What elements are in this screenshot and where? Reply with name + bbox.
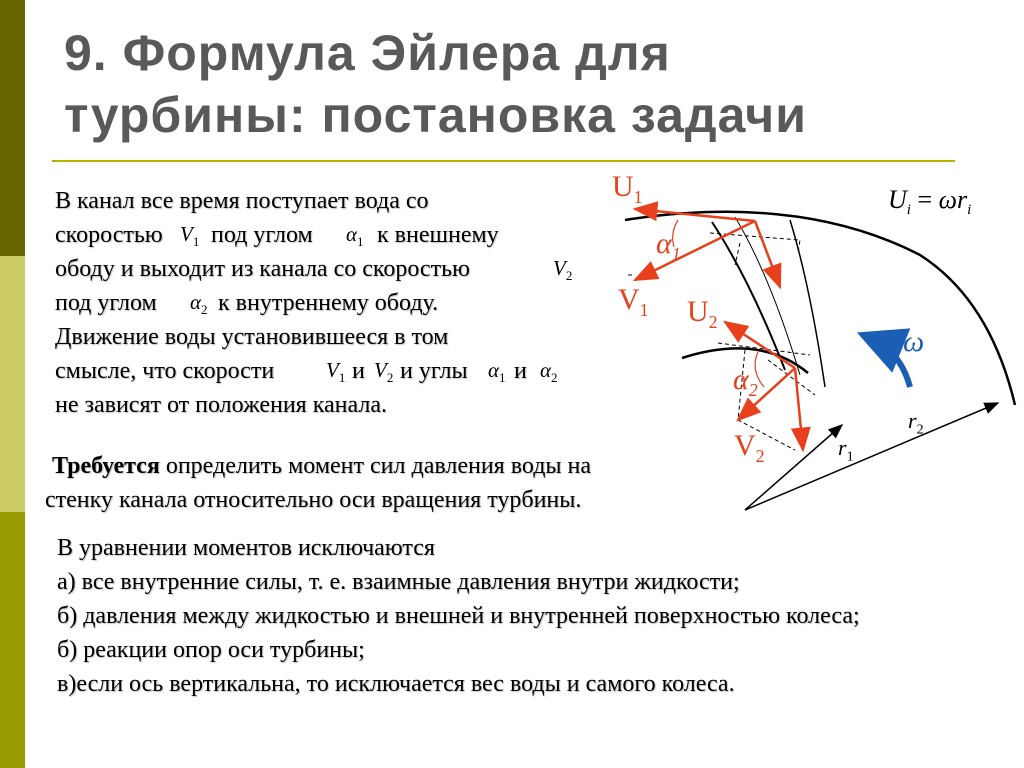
intro-line-4a: под углом — [55, 290, 157, 316]
sidebar-stripe-dark — [0, 0, 25, 256]
sidebar-stripe-light — [0, 256, 25, 512]
title-line-2: турбины: постановка задачи — [64, 87, 807, 143]
vector-v1 — [635, 221, 755, 280]
label-u2: $U_2$ — [687, 295, 718, 332]
exclusion-item: а) все внутренние силы, т. е. взаимные давления внутри жидкости; — [57, 569, 740, 595]
label-r2: $r_2$ — [908, 408, 924, 438]
symbol-alpha2-b: $\alpha_2$ — [540, 358, 558, 386]
intro-line-1: В канал все время поступает вода со — [55, 188, 429, 214]
exclusion-item: б) давления между жидкостью и внешней и внутренней поверхностью колеса; — [57, 603, 860, 629]
symbol-v1: $V_1$ — [180, 222, 200, 250]
symbol-v1-b: $V_1$ — [326, 358, 346, 386]
slide-title — [64, 22, 807, 146]
symbol-alpha1: $\alpha_1$ — [346, 222, 364, 250]
intro-line-2a: скоростью — [55, 222, 163, 248]
symbol-alpha1-b: $\alpha_1$ — [488, 358, 506, 386]
intro-line-2b: под углом — [211, 222, 313, 248]
task-line-1: Требуется определить момент сил давления воды на — [52, 453, 592, 479]
symbol-v2-a: $V_2$ — [553, 256, 573, 284]
intro-line-5: Движение воды установившееся в том — [55, 324, 449, 350]
label-v2: $V_2$ — [734, 429, 765, 466]
outer-rim — [625, 212, 1015, 405]
label-u1: $U_1$ — [612, 170, 643, 207]
dashed-helper — [628, 233, 815, 450]
title-underline — [52, 160, 955, 162]
intro-line-7: не зависят от положения канала. — [55, 392, 387, 418]
intro-line-3: ободу и выходит из канала со скоростью — [55, 256, 470, 282]
formula-ui: $U_i = \omega r_i$ — [888, 185, 972, 219]
title-line-1: 9. Формула Эйлера для — [64, 25, 671, 81]
intro-line-4b: к внутреннему ободу. — [218, 290, 439, 316]
intro-line-2c: к внешнему — [377, 222, 499, 248]
intro-line-6b: и — [352, 358, 365, 384]
vector-w2 — [795, 368, 803, 450]
intro-line-6c: и углы — [400, 358, 468, 384]
exclusions-heading: В уравнении моментов исключаются — [57, 535, 435, 561]
label-v1: $V_1$ — [618, 283, 649, 320]
turbine-channel-diagram — [590, 165, 1020, 515]
label-omega: ω — [903, 325, 925, 358]
label-alpha1: $\alpha_1$ — [656, 227, 681, 264]
exclusion-item: б) реакции опор оси турбины; — [57, 637, 365, 663]
blade-right — [790, 220, 825, 387]
intro-line-6a: смысле, что скорости — [55, 358, 275, 384]
label-r1: $r_1$ — [838, 435, 854, 465]
intro-line-6d: и — [514, 358, 527, 384]
sidebar-stripe-mid — [0, 512, 25, 768]
task-bold: Требуется — [52, 453, 160, 479]
symbol-v2-b: $V_2$ — [374, 358, 394, 386]
task-line-2: стенку канала относительно оси вращения турбины. — [45, 487, 582, 513]
vector-w1 — [755, 221, 780, 287]
label-alpha2: $\alpha_2$ — [733, 363, 758, 400]
radius-r2 — [745, 403, 998, 510]
symbol-alpha2-a: $\alpha_2$ — [190, 290, 208, 318]
exclusion-item: в)если ось вертикальна, то исключается вес воды и самого колеса. — [57, 671, 735, 697]
